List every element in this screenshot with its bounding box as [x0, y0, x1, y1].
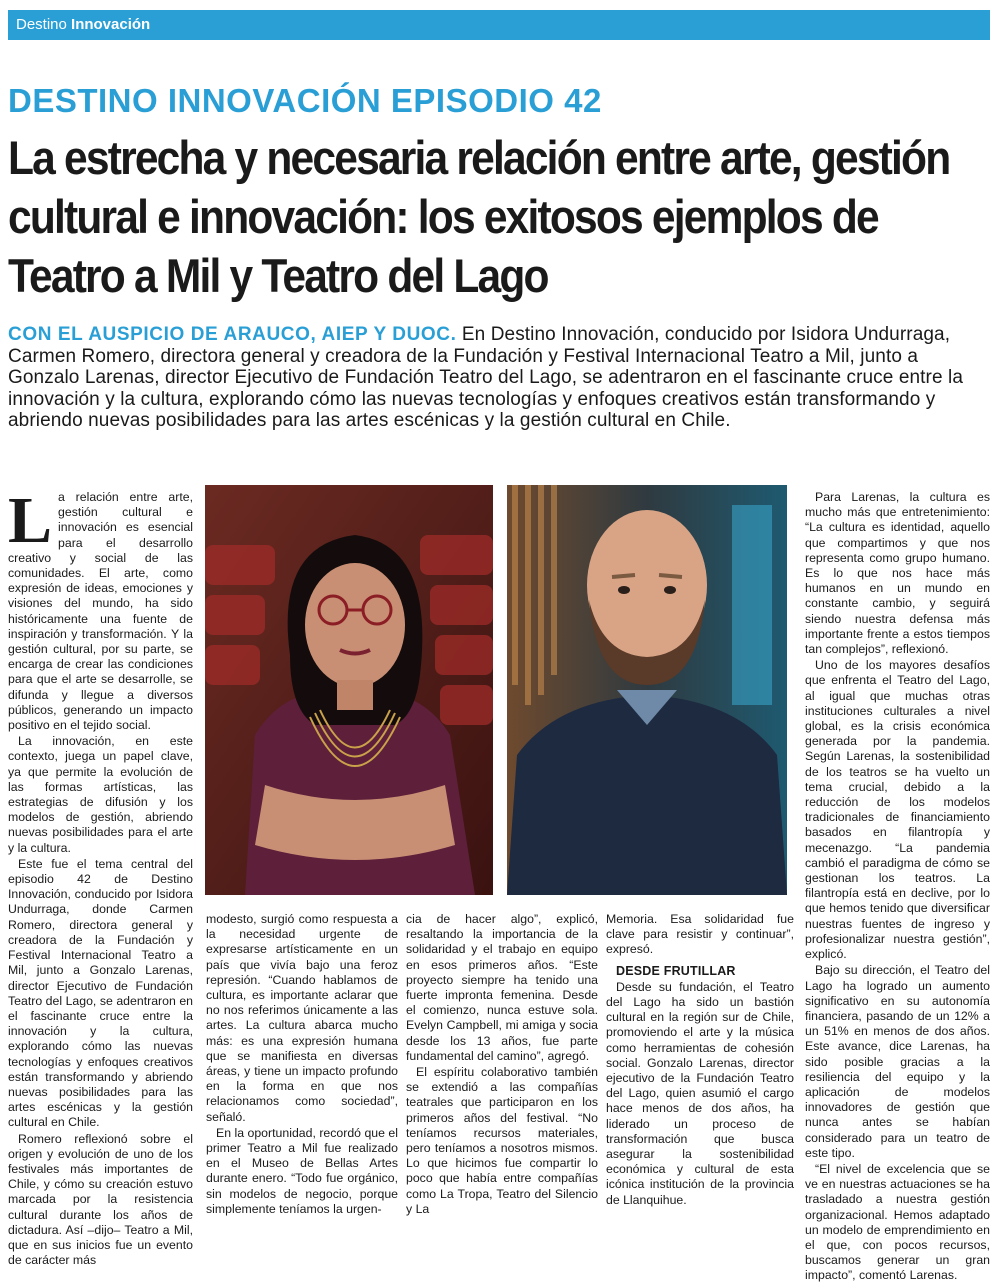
section-bar — [8, 10, 990, 40]
paragraph: Desde su fundación, el Teatro del Lago ha sido un bastión cultural en la región sur de Chile, promoviendo el arte y la música como herramientas de cohesión social. Gonzalo Larenas, director ejecutivo de la Fundación Teatro del Lago, quien asumió el cargo hace menos de dos años, ha liderado un proceso de transformación que busca asegurar la sostenibilidad económica y cultural de esta icónica institución de la provincia de Llanquihue. — [606, 979, 794, 1207]
paragraph: El espíritu colaborativo también se extendió a las compañías teatrales que participaron en los primeros años del festival. “No teníamos recursos materiales, pero teníamos a nosotros mismos. Lo que hicimos fue compartir lo poco que había entre compañías como La Tropa, Teatro del Silencio y La — [406, 1065, 598, 1216]
dropcap: L — [8, 484, 53, 557]
article-column-5 — [805, 490, 990, 1285]
portrait-illustration — [507, 485, 787, 895]
subhead-desde-frutillar: DESDE FRUTILLAR — [616, 963, 736, 978]
lead-sponsor: CON EL AUSPICIO DE ARAUCO, AIEP Y DUOC. — [8, 324, 457, 345]
paragraph: a relación entre arte, gestión cultural e innovación es esencial para el desarrollo creativo y social de las comunidades. El arte, como expresión de ideas, emociones y visiones del mundo, ha sido históricamente una fuente de inspiración y transformación. Y la gestión cultural, por su parte, se encarga de crear las condiciones para que el arte se desarrolle, se difunda y llegue a diversos públicos, generando un impacto positivo en el tejido social. — [8, 490, 193, 733]
section-name: Innovación — [71, 16, 151, 33]
paragraph: cia de hacer algo”, explicó, resaltando la importancia de la solidaridad y el trabajo en equipo en esos primeros años. “Este proyecto siempre ha tenido una fuerte impronta femenina. Desde el comienzo, nunca estuve sola. Evelyn Campbell, mi amiga y socia desde los 13 años, fue parte fundamental del camino”, agregó. — [406, 912, 598, 1063]
paragraph: Uno de los mayores desafíos que enfrenta el Teatro del Lago, al igual que muchas otras instituciones culturales a nivel global, es la crisis económica generada por la pandemia. Según Larenas, la sostenibilidad de los teatros se ha vuelto un tema crucial, debido a la reducción de los modelos tradicionales de financiamiento basados en filantropía y mecenazgo. “La pandemia cambió el paradigma de cómo se gestionan los teatros. La filantropía está en declive, por lo que hemos tenido que diversificar nuestras fuentes de ingreso y profesionalizar nuestra gestión”, explicó. — [805, 658, 990, 962]
paragraph: Para Larenas, la cultura es mucho más que entretenimiento: “La cultura es identidad, aquello que compartimos y que nos representa como grupo humano. Es lo que nos hace más humanos en un mundo en constante cambio, y seguirá siendo nuestra defensa más importante frente a estos tiempos tan complejos”, reflexionó. — [805, 490, 990, 657]
lead-text: En Destino Innovación, conducido por Isidora Undurraga, Carmen Romero, directora general y creadora de la Fundación y Festival Internacional Teatro a Mil, junto a Gonzalo Larenas, director Ejecutivo de Fundación Teatro del Lago, se adentraron en el fascinante cruce entre la innovación y la cultura, explorando cómo las nuevas tecnologías y enfoques creativos están transformando y abriendo nuevas posibilidades para las artes escénicas y la gestión cultural en Chile. — [8, 324, 964, 431]
paragraph: Este fue el tema central del episodio 42 de Destino Innovación, conducido por Isidora Undurraga, donde Carmen Romero, directora general y creadora de la Fundación y Festival Internacional Teatro a Mil, junto a Gonzalo Larenas, director Ejecutivo de Fundación Teatro del Lago, se adentraron en el fascinante cruce entre la innovación y la cultura, explorando cómo las nuevas tecnologías y enfoques creativos están transformando y abriendo nuevas posibilidades para las artes escénicas y la gestión cultural en Chile. — [8, 856, 193, 1130]
section-prefix: Destino — [16, 16, 67, 33]
article-column-2 — [206, 912, 398, 1218]
article-column-3 — [406, 912, 598, 1218]
paragraph: “El nivel de excelencia que se ve en nuestras actuaciones se ha trasladado a nuestra gestión organizacional. Hemos adaptado un modelo de emprendimiento en el que, con pocos recursos, buscamos generar un gran impacto”, comentó Larenas. — [805, 1161, 990, 1283]
episode-kicker: DESTINO INNOVACIÓN EPISODIO 42 — [8, 82, 602, 119]
article-column-1 — [8, 484, 193, 1269]
photo-carmen-romero — [205, 485, 493, 895]
paragraph: modesto, surgió como respuesta a la necesidad urgente de expresarse artísticamente en un país que vivía bajo una feroz represión. “Cuando hablamos de cultura, es importante aclarar que no nos referimos únicamente a las artes. La cultura abarca mucho más: es una expresión humana que se manifiesta en diversas áreas, y tiene un impacto profundo en la forma en que nos relacionamos como sociedad”, señaló. — [206, 912, 398, 1124]
paragraph: Romero reflexionó sobre el origen y evolución de uno de los festivales más importantes de Chile, y cómo su creación estuvo marcada por la resistencia cultural durante los años de dictadura. Así –dijo– Teatro a Mil, que en sus inicios fue un evento de carácter más — [8, 1131, 193, 1268]
photo-gonzalo-larenas — [507, 485, 787, 895]
paragraph: Memoria. Esa solidaridad fue clave para resistir y continuar”, expresó. — [606, 912, 794, 957]
lead-paragraph — [8, 324, 990, 432]
headline: La estrecha y necesaria relación entre arte, gestión cultural e innovación: los exitosos ejemplos de Teatro a Mil y Teatro del Lago — [8, 131, 950, 302]
paragraph: Bajo su dirección, el Teatro del Lago ha logrado un aumento significativo en su autonomía financiera, pasando de un 12% a un 51% en menos de dos años. Este avance, dice Larenas, ha sido posible gracias a la resiliencia del equipo y la aplicación de modelos innovadores de gestión que nunca antes se habían considerado para un teatro de este tipo. — [805, 963, 990, 1160]
paragraph: La innovación, en este contexto, juega un papel clave, ya que permite la evolución de las formas artísticas, las estrategias de difusión y los modelos de gestión, abriendo nuevas posibilidades para el arte y la cultura. — [8, 734, 193, 855]
paragraph: En la oportunidad, recordó que el primer Teatro a Mil fue realizado en el Museo de Bellas Artes durante enero. “Todo fue orgánico, sin modelos de negocio, porque simplemente teníamos la urgen- — [206, 1125, 398, 1216]
portrait-illustration — [205, 485, 493, 895]
article-column-4 — [606, 912, 794, 1209]
